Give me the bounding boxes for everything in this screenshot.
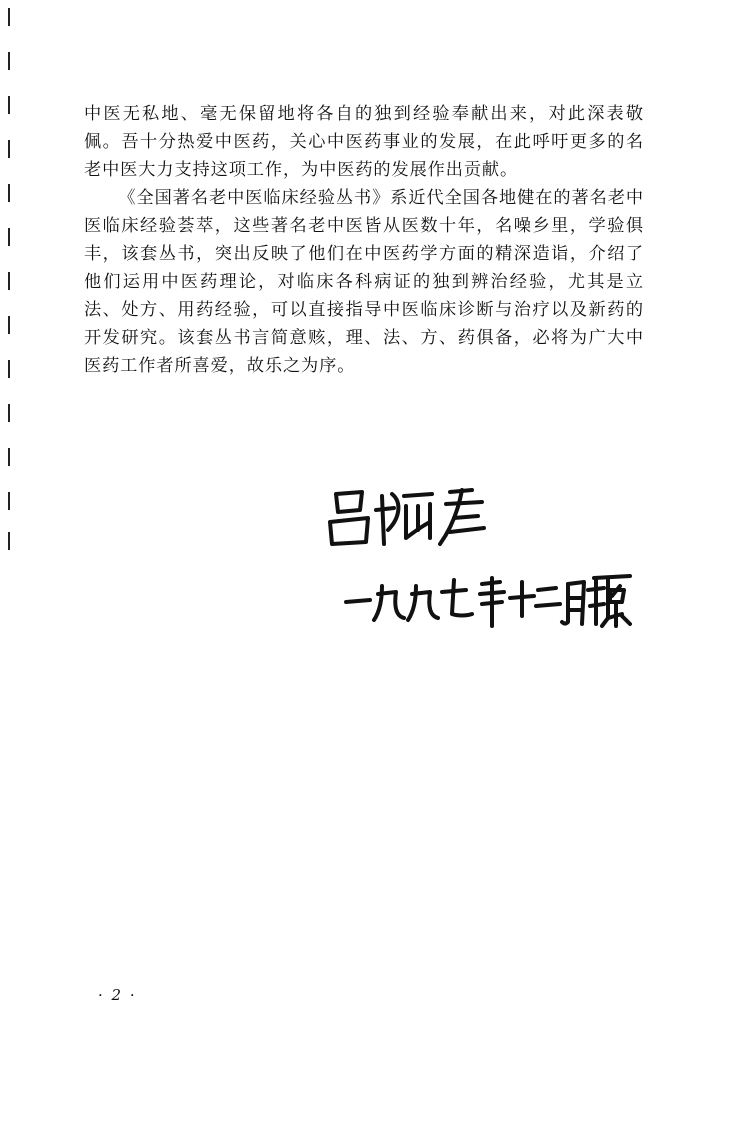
page-number: · 2 · xyxy=(98,986,137,1004)
scan-margin-marks xyxy=(8,0,10,560)
handwritten-signature-name xyxy=(322,482,492,552)
handwritten-signature-date xyxy=(342,570,632,630)
preface-body xyxy=(84,100,644,380)
preface-paragraph-continued: 中医无私地、毫无保留地将各自的独到经验奉献出来，对此深表敬佩。吾十分热爱中医药，关心中医药事业的发展，在此呼吁更多的名老中医大力支持这项工作，为中医药的发展作出贡献。 xyxy=(84,104,644,180)
preface-paragraph: 《全国著名老中医临床经验丛书》系近代全国各地健在的著名老中医临床经验荟萃，这些著名老中医皆从医数十年，名噪乡里，学验俱丰，该套丛书，突出反映了他们在中医药学方面的精深造诣，介绍了他们运用中医药理论，对临床各科病证的独到辨治经验，尤其是立法、处方、用药经验，可以直接指导中医临床诊断与治疗以及新药的开发研究。该套丛书言简意赅，理、法、方、药俱备，必将为广大中医药工作者所喜爱，故乐之为序。 xyxy=(84,188,644,376)
